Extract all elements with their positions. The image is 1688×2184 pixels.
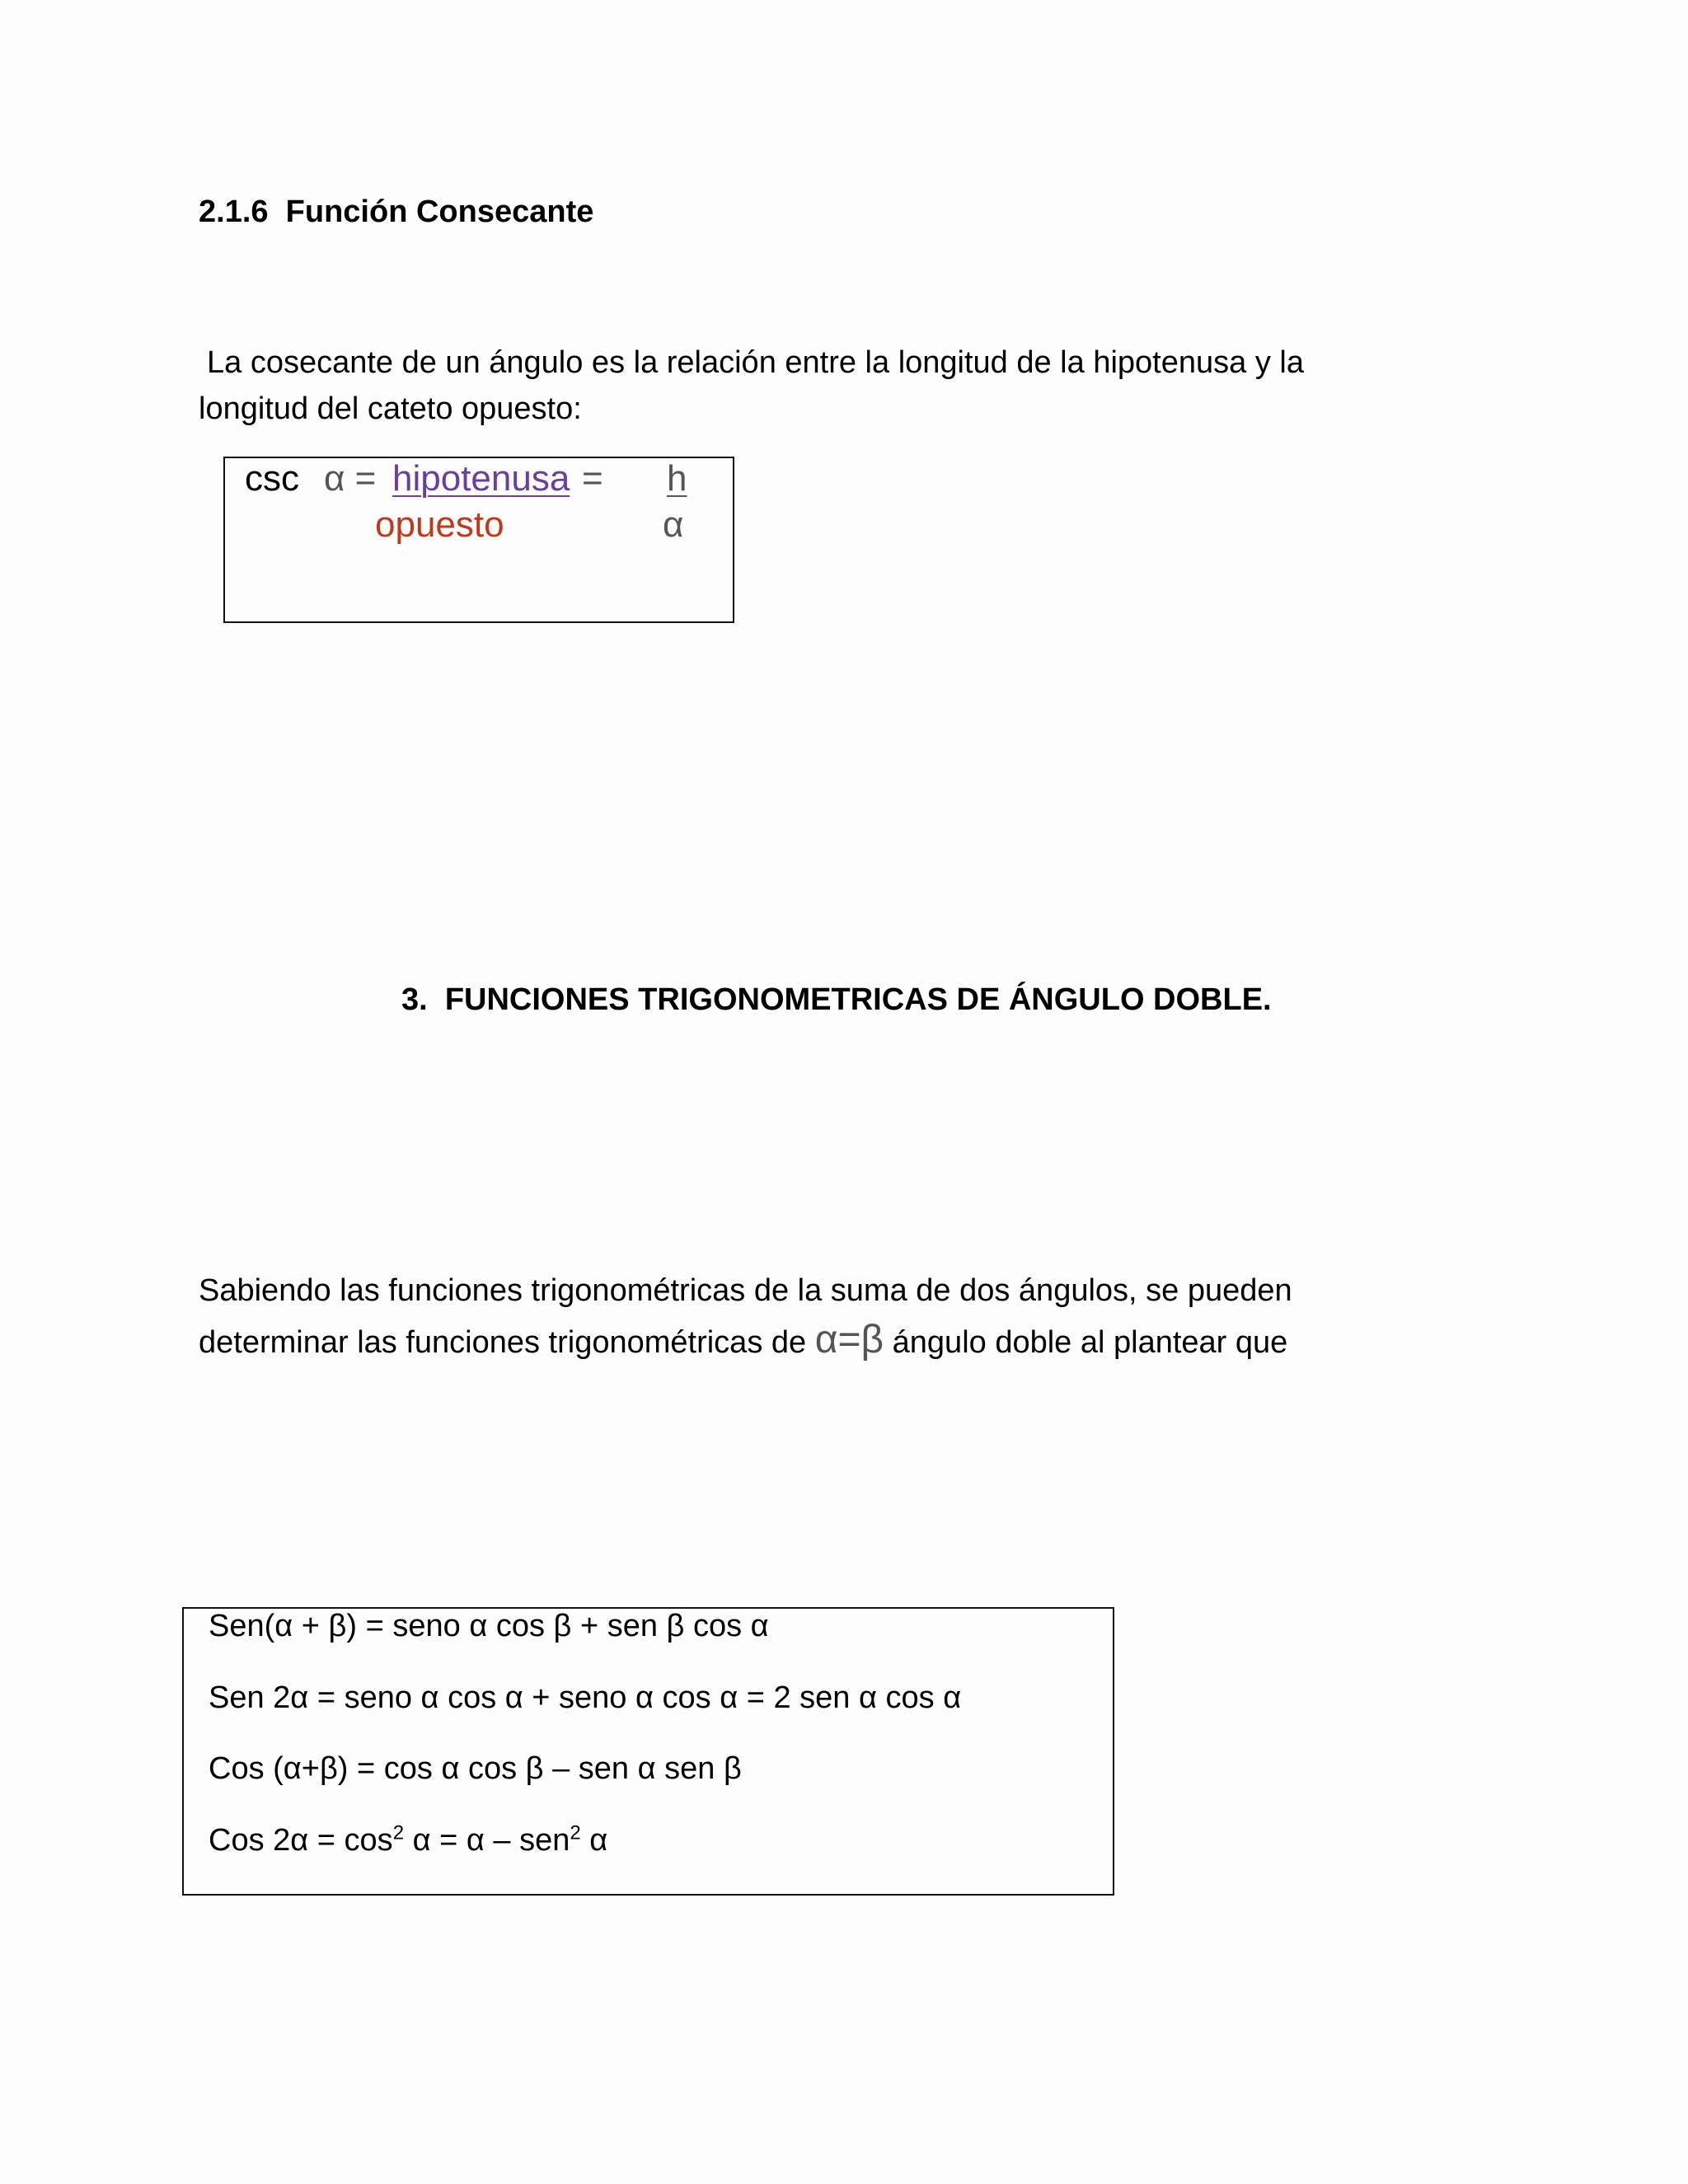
section-title: FUNCIONES TRIGONOMETRICAS DE ÁNGULO DOBLE. — [444, 982, 1272, 1017]
section-number: 3. — [401, 982, 428, 1017]
superscript-two: 2 — [392, 1821, 405, 1844]
section-heading — [401, 982, 1272, 1018]
csc-label: csc — [245, 458, 299, 499]
fraction-h: h — [667, 458, 687, 499]
denominator-opuesto: opuesto — [375, 504, 504, 545]
cosecant-formula-box — [223, 457, 734, 623]
formula-sum-cosine: Cos (α+β) = cos α cos β – sen α sen β — [209, 1751, 742, 1786]
subsection-title: Función Consecante — [285, 194, 594, 229]
paragraph-line: Sabiendo las funciones trigonométricas de la suma de dos ángulos, se pueden — [199, 1273, 1292, 1308]
subsection-number: 2.1.6 — [199, 194, 269, 229]
paragraph-double-angle-intro — [199, 1266, 1292, 1367]
formula-text: α — [580, 1823, 608, 1858]
subsection-heading — [199, 194, 593, 230]
paragraph-line: La cosecante de un ángulo es la relación entre la longitud de la hipotenusa y la — [207, 345, 1304, 380]
numerator-hipotenusa: hipotenusa — [392, 458, 570, 499]
fraction-alpha: α — [663, 504, 684, 545]
alpha-equals-beta: α=β — [814, 1318, 884, 1361]
formula-sum-sine: Sen(α + β) = seno α cos β + sen β cos α — [209, 1609, 769, 1643]
paragraph-line — [199, 1315, 1292, 1367]
paragraph-line: longitud del cateto opuesto: — [199, 391, 582, 426]
superscript-two: 2 — [570, 1821, 581, 1844]
equals-sign: = — [582, 458, 603, 499]
paragraph-text: determinar las funciones trigonométricas de — [199, 1325, 807, 1360]
formula-text: Cos 2α = cos — [209, 1823, 393, 1858]
paragraph-cosecant-definition — [199, 340, 1304, 432]
formula-double-sine: Sen 2α = seno α cos α + seno α cos α = 2 sen α cos α — [209, 1680, 962, 1715]
paragraph-text: ángulo doble al plantear que — [892, 1325, 1288, 1360]
formula-text: α = α – sen — [404, 1823, 570, 1858]
alpha-equals: α = — [324, 458, 377, 499]
formula-double-cosine — [209, 1823, 607, 1858]
